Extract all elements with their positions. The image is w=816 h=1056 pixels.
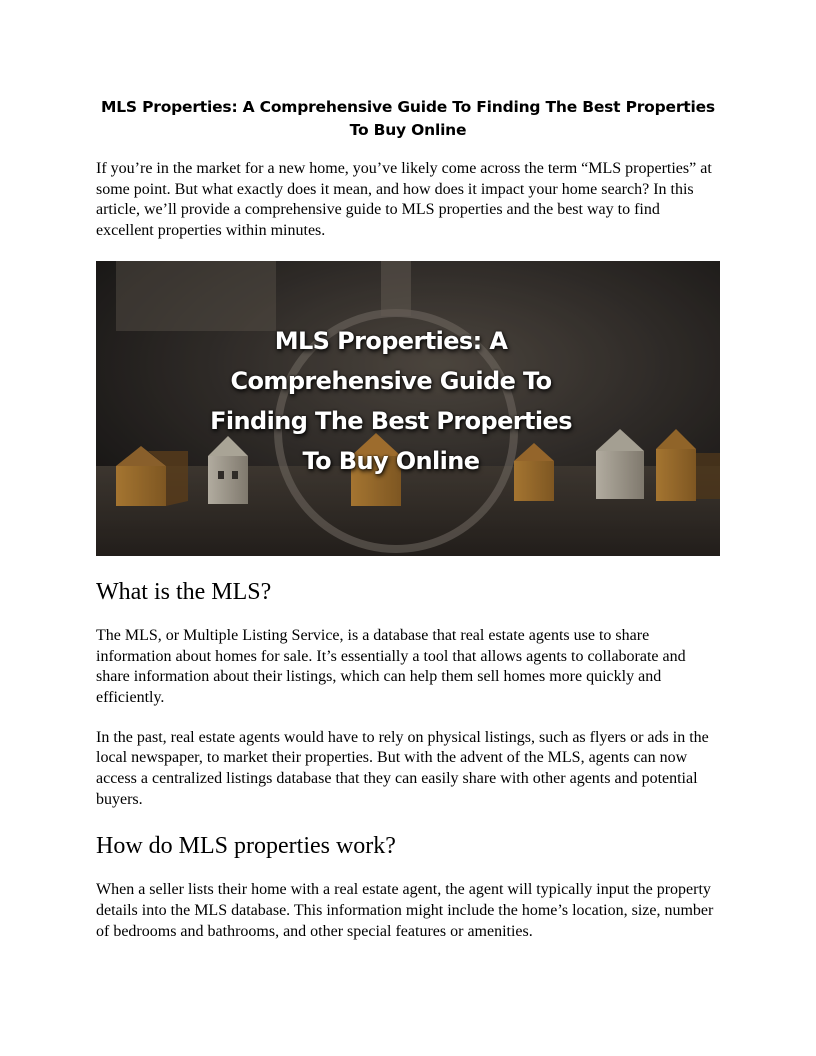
section-paragraph: When a seller lists their home with a real estate agent, the agent will typically input the property details into the MLS database. This information might include the home’s location, size, number of bedrooms and bathrooms, and other special features or amenities. xyxy=(96,881,714,940)
intro-paragraph: If you’re in the market for a new home, you’ve likely come across the term “MLS properties” at some point. But what exactly does it mean, and how does it impact your home search? In this article, we’ll provide a comprehensive guide to MLS properties and the best way to find excellent properties within minutes. xyxy=(96,160,712,240)
section-heading-what-is-mls: What is the MLS? xyxy=(96,578,272,605)
document-page xyxy=(96,96,720,943)
section-heading-how-mls-works: How do MLS properties work? xyxy=(96,833,396,860)
section-paragraph: In the past, real estate agents would have to rely on physical listings, such as flyers or ads in the local newspaper, to market their properties. But with the advent of the MLS, agents can now access a centralized listings database that they can easily share with other agents and potential buyers. xyxy=(96,728,709,808)
hero-title-line: Comprehensive Guide To xyxy=(230,366,552,395)
hero-image xyxy=(96,261,720,556)
hero-title-line: To Buy Online xyxy=(302,446,480,475)
hero-title-line: Finding The Best Properties xyxy=(210,406,572,435)
hero-title-line: MLS Properties: A xyxy=(274,326,508,355)
section-paragraph: The MLS, or Multiple Listing Service, is a database that real estate agents use to share information about homes for sale. It’s essentially a tool that allows agents to collaborate and share information about their listings, which can help them sell homes more quickly and efficiently. xyxy=(96,626,686,706)
hero-title xyxy=(186,321,596,481)
document-title: MLS Properties: A Comprehensive Guide To Finding The Best Properties To Buy Online xyxy=(101,98,715,139)
